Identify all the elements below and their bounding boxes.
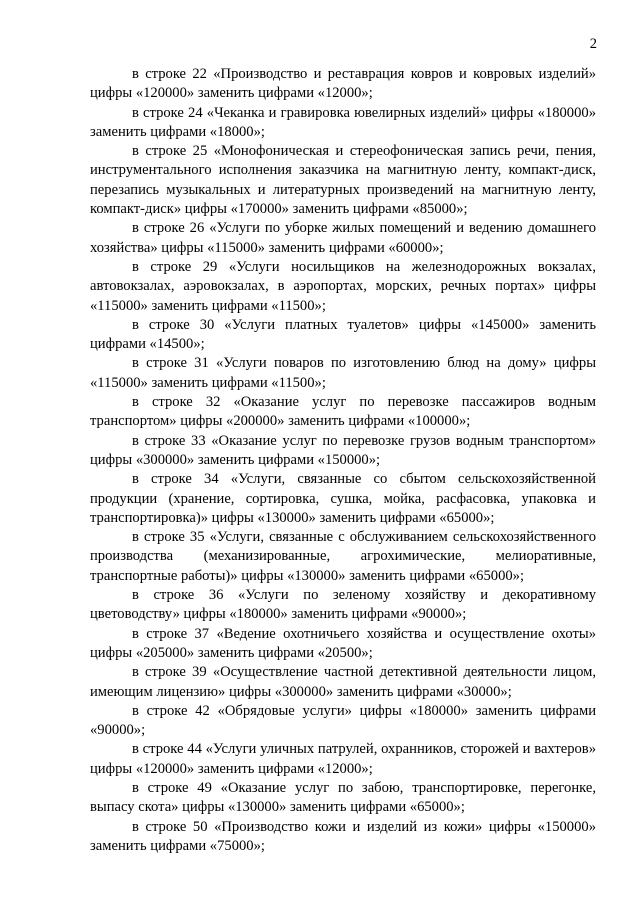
paragraph: в строке 50 «Производство кожи и изделий из кожи» цифры «150000» заменить цифрами «75000»; xyxy=(90,818,596,854)
document-body xyxy=(90,65,596,856)
paragraph: в строке 33 «Оказание услуг по перевозке грузов водным транспортом» цифры «300000» заменить цифрами «150000»; xyxy=(90,432,596,468)
paragraph: в строке 24 «Чеканка и гравировка ювелирных изделий» цифры «180000» заменить цифрами «18000»; xyxy=(90,104,596,140)
paragraph: в строке 34 «Услуги, связанные со сбытом сельскохозяйственной продукции (хранение, сортировка, сушка, мойка, расфасовка, упаковка и транспортировка)» цифры «130000» заменить цифрами «65000»; xyxy=(90,471,596,526)
paragraph: в строке 32 «Оказание услуг по перевозке пассажиров водным транспортом» цифры «200000» заменить цифрами «100000»; xyxy=(90,394,596,430)
page-number: 2 xyxy=(589,36,597,52)
paragraph: в строке 49 «Оказание услуг по забою, транспортировке, перегонке, выпасу скота» цифры «130000» заменить цифрами «65000»; xyxy=(90,779,596,816)
paragraph: в строке 31 «Услуги поваров по изготовлению блюд на дому» цифры «115000» заменить цифрами «11500»; xyxy=(90,355,596,391)
paragraph: в строке 36 «Услуги по зеленому хозяйству и декоративному цветоводству» цифры «180000» заменить цифрами «90000»; xyxy=(90,587,596,623)
paragraph: в строке 42 «Обрядовые услуги» цифры «180000» заменить цифрами «90000»; xyxy=(90,702,596,739)
paragraph: в строке 30 «Услуги платных туалетов» цифры «145000» заменить цифрами «14500»; xyxy=(90,316,596,353)
paragraph: в строке 35 «Услуги, связанные с обслуживанием сельскохозяйственного производства (механизированные, агрохимические, мелиоративные, транспортные работы)» цифры «130000» заменить цифрами «65000»; xyxy=(90,529,596,584)
paragraph: в строке 39 «Осуществление частной детективной деятельности лицом, имеющим лицензию» цифры «300000» заменить цифрами «30000»; xyxy=(90,664,596,700)
paragraph: в строке 26 «Услуги по уборке жилых помещений и ведению домашнего хозяйства» цифры «115000» заменить цифрами «60000»; xyxy=(90,220,596,256)
paragraph: в строке 29 «Услуги носильщиков на железнодорожных вокзалах, автовокзалах, аэровокзалах, в аэропортах, морских, речных портах» цифры «115000» заменить цифрами «11500»; xyxy=(90,258,596,314)
paragraph: в строке 22 «Производство и реставрация ковров и ковровых изделий» цифры «120000» заменить цифрами «12000»; xyxy=(90,66,596,102)
paragraph: в строке 37 «Ведение охотничьего хозяйства и осуществление охоты» цифры «205000» заменить цифрами «20500»; xyxy=(90,625,596,661)
paragraph: в строке 25 «Монофоническая и стереофоническая запись речи, пения, инструментального исполнения заказчика на магнитную ленту, компакт-диск, перезапись музыкальных и литературных произведений на магнитную ленту, компакт-диск» цифры «170000» заменить цифрами «85000»; xyxy=(90,143,596,218)
paragraph: в строке 44 «Услуги уличных патрулей, охранников, сторожей и вахтеров» цифры «120000» заменить цифрами «12000»; xyxy=(90,741,596,777)
